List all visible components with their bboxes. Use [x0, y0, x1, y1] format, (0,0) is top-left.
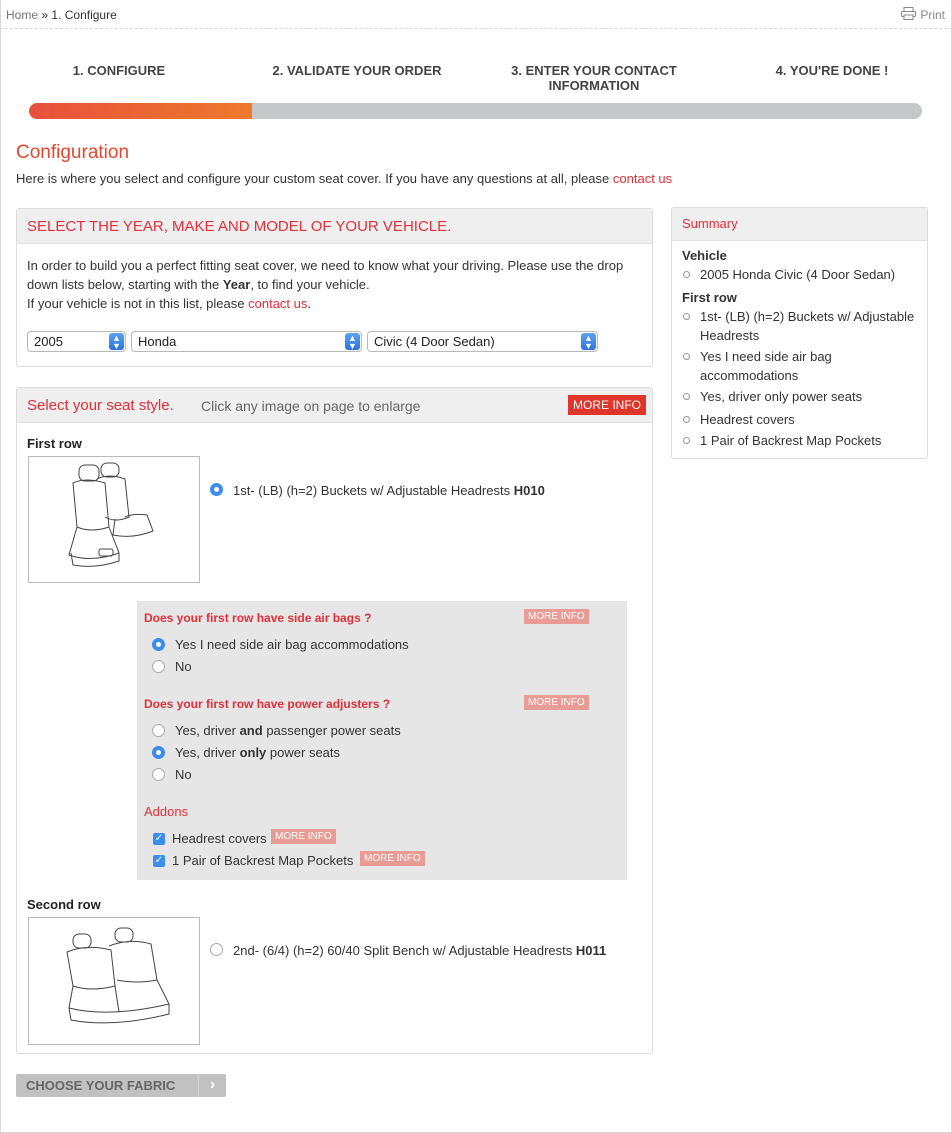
airbag-question: Does your first row have side air bags ? — [144, 611, 372, 625]
vehicle-heading: SELECT THE YEAR, MAKE AND MODEL OF YOUR VEHICLE. — [27, 218, 452, 235]
print-button[interactable] — [901, 7, 945, 23]
bullet-icon — [683, 271, 690, 278]
summary-vehicle-value: 2005 Honda Civic (4 Door Sedan) — [700, 267, 896, 282]
step-configure: 1. CONFIGURE — [72, 63, 166, 78]
second-row-style-text: 2nd- (6/4) (h=2) 60/40 Split Bench w/ Adjustable Headrests — [233, 943, 573, 958]
bullet-icon — [683, 416, 690, 423]
second-row-seat-image[interactable] — [28, 917, 200, 1045]
power-driver-text-a: Yes, driver — [175, 745, 236, 760]
print-label: Print — [920, 8, 945, 22]
power-both-text-b: and — [239, 723, 263, 738]
progress-bar — [29, 103, 922, 119]
choose-fabric-button[interactable] — [16, 1074, 226, 1097]
vehicle-panel — [16, 208, 653, 367]
airbag-no-label: No — [175, 659, 192, 674]
power-driver-text-c: power seats — [269, 745, 341, 760]
progress-fill — [29, 103, 252, 119]
second-row-style-code: H011 — [575, 943, 607, 958]
addons-label: Addons — [144, 804, 189, 819]
model-select[interactable] — [367, 331, 598, 352]
bullet-icon — [683, 353, 690, 360]
summary-header — [672, 208, 927, 241]
bucket-seats-illustration — [29, 457, 201, 584]
seat-style-more-info-button[interactable]: MORE INFO — [568, 395, 646, 415]
airbag-no-radio[interactable] — [152, 660, 165, 673]
vehicle-instructions — [27, 256, 642, 313]
breadcrumb-separator: » — [41, 8, 49, 22]
printer-icon — [901, 7, 916, 23]
seat-style-hint: Click any image on page to enlarge — [201, 398, 421, 414]
vehicle-panel-header — [17, 209, 652, 244]
page-title: Configuration — [16, 142, 130, 163]
seat-style-header — [17, 388, 652, 423]
vehicle-text-3: If your vehicle is not in this list, please — [27, 296, 245, 311]
model-select-value: Civic (4 Door Sedan) — [374, 334, 495, 349]
second-row-style-option — [233, 943, 606, 958]
power-no-radio[interactable] — [152, 768, 165, 781]
power-both-text-c: passenger power seats — [266, 723, 401, 738]
first-row-style-text: 1st- (LB) (h=2) Buckets w/ Adjustable Headrests — [233, 483, 511, 498]
select-arrows-icon: ▲ ▼ — [581, 333, 596, 350]
power-both-label — [175, 723, 401, 738]
first-row-style-option — [233, 483, 545, 498]
power-both-text-a: Yes, driver — [175, 723, 236, 738]
summary-item: 1st- (LB) (h=2) Buckets w/ Adjustable Headrests — [700, 309, 915, 343]
map-pockets-more-info-button[interactable]: MORE INFO — [360, 851, 425, 866]
bullet-icon — [683, 437, 690, 444]
first-row-style-code: H010 — [513, 483, 545, 498]
second-row-style-radio[interactable] — [210, 943, 223, 956]
power-driver-label — [175, 745, 340, 760]
seat-style-heading: Select your seat style. — [27, 397, 174, 414]
seat-style-panel — [16, 387, 653, 1054]
headrest-covers-more-info-button[interactable]: MORE INFO — [271, 829, 336, 844]
step-contact-line1: 3. ENTER YOUR CONTACT — [511, 63, 677, 78]
summary-title: Summary — [682, 216, 738, 231]
summary-item: Yes I need side air bag accommodations — [700, 349, 832, 383]
power-no-label: No — [175, 767, 192, 782]
map-pockets-checkbox[interactable]: ✓ — [154, 855, 164, 866]
summary-item: Headrest covers — [700, 412, 795, 427]
split-bench-illustration — [29, 918, 201, 1046]
summary-panel — [671, 207, 928, 459]
breadcrumb — [6, 8, 117, 22]
intro-contact-link[interactable]: contact us — [612, 171, 673, 186]
power-driver-text-b: only — [239, 745, 267, 760]
make-select-value: Honda — [138, 334, 177, 349]
power-question: Does your first row have power adjusters ? — [144, 697, 391, 711]
airbag-more-info-button[interactable]: MORE INFO — [524, 609, 589, 624]
select-arrows-icon: ▲ ▼ — [109, 333, 124, 350]
step-validate: 2. VALIDATE YOUR ORDER — [272, 63, 442, 78]
step-contact — [495, 63, 693, 93]
breadcrumb-home-link[interactable]: Home — [6, 8, 39, 22]
power-both-radio[interactable] — [152, 724, 165, 737]
bullet-icon — [683, 313, 690, 320]
summary-first-row-label: First row — [682, 290, 737, 305]
first-row-seat-image[interactable] — [28, 456, 200, 583]
first-row-style-radio[interactable] — [210, 483, 223, 496]
power-driver-radio[interactable] — [152, 746, 165, 759]
summary-item: 1 Pair of Backrest Map Pockets — [700, 433, 882, 448]
vehicle-text-end: . — [307, 296, 312, 311]
headrest-covers-label: Headrest covers — [172, 831, 267, 846]
second-row-label: Second row — [27, 897, 101, 912]
vehicle-text-2: , to find your vehicle. — [250, 277, 370, 292]
step-contact-line2: INFORMATION — [548, 78, 640, 93]
intro-text — [16, 171, 672, 186]
first-row-label: First row — [27, 436, 82, 451]
choose-fabric-label: CHOOSE YOUR FABRIC — [26, 1078, 176, 1093]
airbag-yes-label: Yes I need side air bag accommodations — [175, 637, 409, 652]
select-arrows-icon: ▲ ▼ — [345, 333, 360, 350]
year-select[interactable] — [27, 331, 126, 352]
bullet-icon — [683, 393, 690, 400]
vehicle-contact-link[interactable]: contact us — [248, 296, 308, 311]
step-done: 4. YOU'RE DONE ! — [775, 63, 889, 78]
map-pockets-label: 1 Pair of Backrest Map Pockets — [172, 853, 354, 868]
headrest-covers-checkbox[interactable]: ✓ — [154, 833, 164, 844]
first-row-options-box — [137, 601, 627, 880]
top-bar — [0, 0, 952, 29]
year-select-value: 2005 — [34, 334, 63, 349]
vehicle-text-bold: Year — [222, 277, 251, 292]
vehicle-text-1: In order to build you a perfect fitting seat cover, we need to know what your driving. Please use the drop down lists below, starting with the — [27, 258, 624, 292]
airbag-yes-radio[interactable] — [152, 638, 165, 651]
summary-vehicle-label: Vehicle — [682, 248, 727, 263]
make-select[interactable] — [131, 331, 362, 352]
chevron-right-icon: › — [198, 1074, 226, 1097]
power-more-info-button[interactable]: MORE INFO — [524, 695, 589, 710]
summary-item: Yes, driver only power seats — [700, 389, 863, 404]
intro-body: Here is where you select and configure your custom seat cover. If you have any questions at all, please — [16, 171, 610, 186]
breadcrumb-current: 1. Configure — [51, 8, 117, 22]
